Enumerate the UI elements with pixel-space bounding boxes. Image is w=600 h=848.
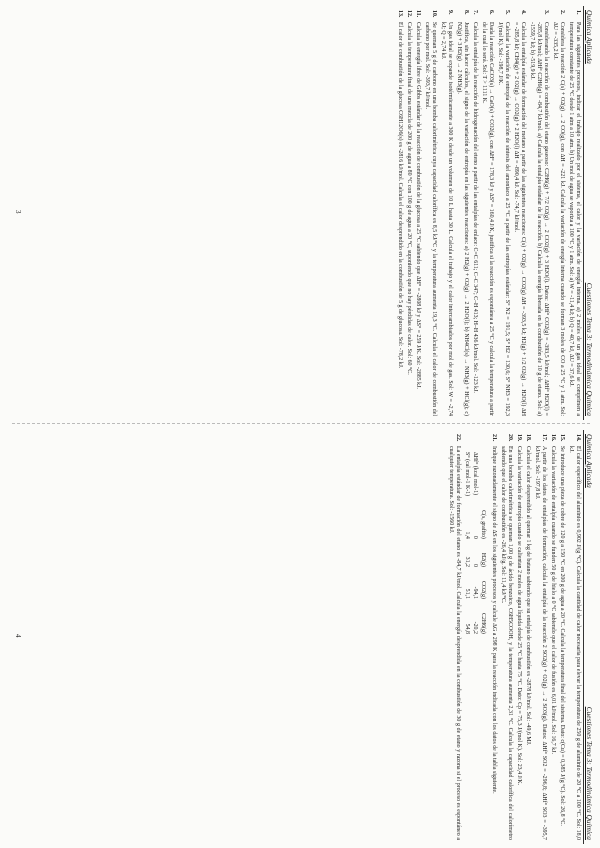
table-cell: 1,4 — [463, 531, 470, 539]
right-header-course: Química Aplicada — [585, 434, 594, 488]
question-text: Calcula la variación de entropía cuando se calientan 2 moles de agua líquida desde 25 °C hasta 75 °C. Dato: Cp = 75,3 J/(mol K). Sol: 23,4 J/K. — [515, 446, 522, 786]
question-number: 21. — [490, 434, 497, 442]
question-number: 15. — [559, 434, 565, 442]
question-number: 10. — [431, 10, 437, 18]
left-page-header — [583, 6, 594, 420]
question-text: Justifica, sin hacer cálculos, el signo de la variación de entropía en las siguientes reacciones: a) 2 H2(g) + O2(g) → 2 H2O(l); b) NH4Cl(s) → NH3(g) + HCl(g); c) N2(g) + 3 H2(g) → 2 NH3(g). — [456, 22, 469, 416]
question-text: Calcula la entalpía de la reacción de hidrogenación del eteno a partir de las entalpías de enlace: C=C 611; C–C 347; C–H 413; H–H 436 kJ/mol. Sol: -123 kJ. — [472, 22, 479, 393]
question-text: Calcular la variación de entropía de la reacción de síntesis del amoniaco a 25 °C a partir de las entropías estándar: S° N2 = 191,5; S° H2 = 130,6; S° NH3 = 192,3 J/(mol K). Sol: -198,7 J/K. — [497, 22, 511, 416]
question-text: A partir de los datos de entalpías de formación, calcula la entalpía de la reacción 2 SO2(g) + O2(g) → 2 SO3(g). Datos: ΔHf° SO2 = -296,8; ΔHf° SO3 = -395,7 kJ/mol. Sol: -197,8 kJ. — [533, 446, 547, 840]
table-row — [471, 448, 479, 644]
question-item — [480, 10, 494, 416]
right-question-list — [490, 430, 581, 844]
question-item — [533, 434, 547, 840]
table-cell: 54,8 — [463, 623, 470, 634]
question-item — [439, 10, 453, 416]
question-text: Dada la reacción CaCO3(s) → CaO(s) + CO2(g), con ΔH° = 178,3 kJ y ΔS° = 160,4 J/K, justifica si la reacción es espontánea a 25 °C y calcula la temperatura a partir de la cual lo será. Sol: T > 1111 K. — [481, 22, 495, 416]
question-item — [558, 434, 565, 840]
left-question-list — [396, 6, 581, 420]
question-number: 14. — [575, 434, 581, 442]
question-number: 13. — [396, 10, 403, 18]
table-header-row — [479, 448, 487, 644]
question-number: 4. — [520, 10, 527, 15]
question-item — [512, 10, 526, 416]
question-number: 5. — [504, 10, 511, 15]
question-item — [396, 10, 403, 416]
table-cell: 0 — [471, 535, 478, 539]
question-number: 6. — [488, 10, 495, 15]
question-item — [549, 434, 556, 840]
question-text: La entalpía estándar de formación del etano es -84,7 kJ/mol. Calcula la energía desprendida en la combustión de 30 g de etano y razona si el proceso es espontáneo a cualquier temperatura. Sol: -1560 kJ. — [447, 446, 461, 840]
question-text: El calor específico del aluminio es 0,902 J/(g °C). Calcula la cantidad de calor necesaria para elevar la temperatura de 250 g de aluminio de 20 °C a 100 °C. Sol: 18,0 kJ. — [568, 446, 581, 840]
table-cell: 31,2 — [463, 556, 470, 567]
question-number: 22. — [454, 434, 461, 442]
question-text: Calcula el calor desprendido al quemar 1 kg de butano sabiendo que su entalpía de combustión es -2878 kJ/mol. Sol: -49,6 MJ. — [524, 446, 531, 746]
right-question-list-continued — [447, 430, 461, 844]
question-number: 18. — [524, 434, 531, 442]
question-number: 9. — [447, 10, 453, 15]
question-item — [455, 10, 469, 416]
question-text: Para las siguientes procesos, indicar el trabajo realizado por el sistema, el calor y la variación de energía interna. a) 2 moles de un gas ideal se comprimen a temperatura constante de 25 °C desde 1 atm a 10 atm. b) Un mol de agua se vaporiza a 100 °C y 1 atm. Sol: a) W = -11,4 kJ; b) Q = 40,7 kJ, ΔU = 37,6 kJ. — [568, 22, 581, 416]
question-number: 8. — [463, 10, 469, 15]
table-header-cell — [479, 448, 487, 506]
table-cell: 0 — [471, 564, 478, 567]
table-cell: ΔHf° (kcal mol-1) — [471, 452, 478, 496]
question-number: 16. — [549, 434, 556, 442]
question-text: Considera la reacción 2 C(s) + O2(g) → 2 CO(g), con ΔH = -221 kJ. Calcula la variación de energía interna cuando se forman 3 moles de CO a 25 °C y 1 atm. Sol: ΔU = -335,2 kJ. — [552, 22, 565, 416]
table-header-cell: C2H6(g) — [479, 612, 486, 634]
table-header-cell: CO2(g) — [479, 580, 486, 599]
question-item — [551, 10, 565, 416]
table-header-cell: H2(g) — [479, 552, 486, 567]
question-number: 11. — [415, 10, 421, 18]
question-item — [496, 10, 510, 416]
question-text: El calor de combustión de la glucosa C6H12O6(s) es -2816 kJ/mol. Calcula el calor desprendido en la combustión de 5 g de glucosa. Sol: -78,2 kJ. — [396, 22, 403, 369]
question-item — [567, 434, 581, 840]
table-cell: S° (cal mol-1 K-1) — [463, 452, 470, 497]
question-text: Indique razonadamente el signo de ΔS en los siguientes procesos y calcule ΔG a 298 K para la reacción indicada con los datos de la tabla siguiente. — [490, 446, 497, 794]
table-cell: 51,1 — [463, 588, 470, 599]
question-item — [499, 434, 513, 840]
table-row — [463, 448, 471, 644]
question-item — [490, 434, 497, 840]
question-number: 20. — [506, 434, 513, 442]
page-divider — [12, 423, 590, 424]
question-text: Calcula la energía libre de Gibbs estándar de la reacción de combustión de la glucosa a 25 °C sabiendo que ΔH° = -2808 kJ y ΔS° = 259 J/K. Sol: -2885 kJ. — [415, 22, 421, 389]
question-number: 2. — [559, 10, 565, 15]
question-text: Se introduce una pieza de cobre de 120 g a 150 °C en 200 g de agua a 20 °C. Calcula la temperatura final del sistema. Dato: c(Cu) = 0,385 J/(g °C). Sol: 26,8 °C. — [559, 446, 565, 826]
left-page-number: 3 — [14, 210, 22, 214]
question-text: Se queman 5 g de carbono en una bomba calorimétrica cuya capacidad calorífica es 8,5 kJ/°C y la temperatura aumenta 19,3 °C. Calcula el calor de combustión del carbono por mol. Sol: -393,7 kJ/mol. — [424, 22, 437, 416]
question-item — [447, 434, 461, 840]
table-cell: -20,2 — [471, 621, 478, 634]
question-item — [524, 434, 531, 840]
question-text: Considerando la reacción de combustión del etano gaseoso: C2H6(g) + 7/2 O2(g) → 2 CO2(g) + 3 H2O(l). Datos: ΔHf° CO2(g) = -393,5 kJ/mol; ΔHf° H2O(l) = -285,8 kJ/mol; ΔHf° C2H6(g) = -84,7 kJ/mol. a) Calcula la entalpía estándar de la reacción. b) Calcula la energía liberada en la combustión de 10 g de etano. Sol: a) -1559,7 kJ; b) -519,9 kJ. — [529, 22, 549, 416]
question-item — [515, 434, 522, 840]
question-item — [471, 10, 478, 416]
question-item — [567, 10, 581, 416]
right-page — [8, 430, 594, 844]
question-text: Calcula la entalpía estándar de formación del metano a partir de las siguientes reacciones: C(s) + O2(g) → CO2(g) ΔH = -393,5 kJ; H2(g) + 1/2 O2(g) → H2O(l) ΔH = -285,8 kJ; CH4(g) + 2 O2(g) → CO2(g) + 2 H2O(l) ΔH = -890,4 kJ. Sol: -74,7 kJ/mol. — [513, 22, 527, 416]
right-page-number: 4 — [14, 634, 22, 638]
thermo-data-table — [463, 448, 487, 644]
table-header-cell: C(s, grafito) — [479, 510, 486, 539]
right-page-header — [583, 430, 594, 844]
question-number: 17. — [540, 434, 547, 442]
question-text: Calcula la temperatura final de una mezcla de 200 g de agua a 80 °C con 100 g de agua a 20 °C, suponiendo que no hay pérdidas de calor. Sol: 60 °C. — [405, 22, 412, 375]
question-number: 19. — [515, 434, 522, 442]
left-header-topic: Cuestiones Tema 3: Termodinámica Química — [585, 282, 594, 416]
question-item — [414, 10, 421, 416]
question-text: Un gas ideal se expande isotérmicamente a 300 K desde un volumen de 10 L hasta 30 L. Calcula el trabajo y el calor intercambiados por mol de gas. Sol: W = -2,74 kJ; Q = 2,74 kJ. — [440, 22, 453, 416]
question-number: 3. — [543, 10, 549, 15]
question-number: 12. — [405, 10, 412, 18]
left-header-course: Química Aplicada — [585, 10, 594, 64]
question-item — [528, 10, 549, 416]
question-item — [423, 10, 437, 416]
right-header-topic: Cuestiones Tema 3: Termodinámica Química — [585, 706, 594, 840]
question-number: 7. — [472, 10, 479, 15]
question-text: Calcula la variación de entalpía cuando se funden 50 g de hielo a 0 °C sabiendo que el calor de fusión es 6,01 kJ/mol. Sol: 16,7 kJ. — [549, 446, 556, 754]
question-number: 1. — [575, 10, 581, 15]
left-page — [8, 6, 594, 420]
table-cell: -94,1 — [471, 586, 478, 599]
question-item — [405, 10, 412, 416]
question-text: En una bomba calorimétrica se queman 1,00 g de ácido benzoico, C6H5COOH, y la temperatura aumenta 2,31 °C. Calcula la capacidad calorífica del calorímetro sabiendo que el calor de combustión es -26,4 kJ/g. Sol: 11,4 kJ/°C. — [499, 446, 513, 840]
